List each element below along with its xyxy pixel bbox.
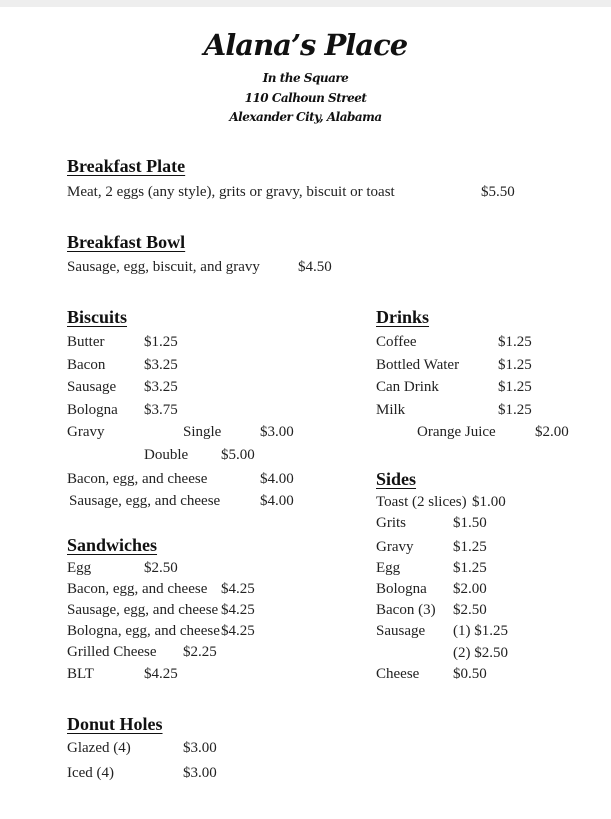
- sandwich-item-name: BLT: [67, 666, 94, 682]
- side-item-name: Bacon (3): [376, 602, 436, 618]
- donut-hole-item-price: $3.00: [183, 740, 217, 756]
- sandwich-item-name: Bacon, egg, and cheese: [67, 581, 208, 597]
- drink-item-name: Milk: [376, 402, 406, 418]
- restaurant-title: Alana’s Place: [203, 28, 408, 62]
- donut-hole-item-name: Iced (4): [67, 765, 115, 781]
- sandwich-item-name: Grilled Cheese: [67, 644, 157, 660]
- drink-orange-juice-price: $2.00: [535, 424, 569, 440]
- breakfast-plate-heading: Breakfast Plate: [67, 156, 186, 176]
- sandwich-item-price: $4.25: [221, 623, 255, 639]
- breakfast-bowl-description: Sausage, egg, biscuit, and gravy: [67, 259, 260, 275]
- breakfast-bowl-heading: Breakfast Bowl: [67, 232, 186, 252]
- side-toast-price: $1.00: [472, 494, 506, 510]
- biscuit-combo-name: Sausage, egg, and cheese: [69, 493, 221, 509]
- breakfast-plate-description: Meat, 2 eggs (any style), grits or gravy, biscuit or toast: [67, 184, 395, 200]
- biscuit-combo-name: Bacon, egg, and cheese: [67, 471, 208, 487]
- drink-item-price: $1.25: [498, 334, 532, 350]
- sandwich-item-price: $4.25: [221, 602, 255, 618]
- biscuit-item-price: $1.25: [144, 334, 178, 350]
- sandwich-item-name: Sausage, egg, and cheese: [67, 602, 219, 618]
- biscuit-combo-price: $4.00: [260, 471, 294, 487]
- sandwiches-heading: Sandwiches: [67, 535, 158, 555]
- drink-item-name: Coffee: [376, 334, 417, 350]
- sandwich-item-price: $4.25: [221, 581, 255, 597]
- page-top-bar: [0, 0, 611, 7]
- side-item-name: Egg: [376, 560, 401, 576]
- drink-item-name: Can Drink: [376, 379, 439, 395]
- biscuit-gravy-double-label: Double: [144, 447, 189, 463]
- biscuit-gravy-single-price: $3.00: [260, 424, 294, 440]
- address-line-1: In the Square: [262, 71, 349, 85]
- drink-item-price: $1.25: [498, 402, 532, 418]
- drink-item-name: Bottled Water: [376, 357, 460, 373]
- breakfast-bowl-price: $4.50: [298, 259, 332, 275]
- side-item-price: $1.25: [453, 560, 487, 576]
- sandwich-item-price: $2.50: [144, 560, 178, 576]
- side-item-price: $1.25: [453, 539, 487, 555]
- donut-hole-item-price: $3.00: [183, 765, 217, 781]
- side-item-price: $2.50: [453, 602, 487, 618]
- biscuit-item-price: $3.25: [144, 379, 178, 395]
- sandwich-item-name: Bologna, egg, and cheese: [67, 623, 220, 639]
- drink-orange-juice-name: Orange Juice: [417, 424, 496, 440]
- side-cheese-name: Cheese: [376, 666, 420, 682]
- sandwich-item-price: $4.25: [144, 666, 178, 682]
- sides-heading: Sides: [376, 469, 417, 489]
- biscuit-item-name: Butter: [67, 334, 105, 350]
- drinks-heading: Drinks: [376, 307, 430, 327]
- biscuit-gravy-double-price: $5.00: [221, 447, 255, 463]
- biscuit-item-name: Sausage: [67, 379, 117, 395]
- sandwich-item-price: $2.25: [183, 644, 217, 660]
- biscuit-item-name: Bologna: [67, 402, 118, 418]
- side-sausage-name: Sausage: [376, 623, 426, 639]
- drink-item-price: $1.25: [498, 357, 532, 373]
- biscuit-gravy-single-label: Single: [183, 424, 222, 440]
- address-line-2: 110 Calhoun Street: [244, 91, 367, 105]
- biscuit-item-price: $3.25: [144, 357, 178, 373]
- biscuit-gravy-name: Gravy: [67, 424, 105, 440]
- drink-item-price: $1.25: [498, 379, 532, 395]
- side-sausage-price-2: (2) $2.50: [453, 645, 508, 661]
- side-sausage-price-1: (1) $1.25: [453, 623, 508, 639]
- donut-holes-heading: Donut Holes: [67, 714, 163, 734]
- side-cheese-price: $0.50: [453, 666, 487, 682]
- side-item-name: Bologna: [376, 581, 427, 597]
- biscuit-item-name: Bacon: [67, 357, 106, 373]
- address-line-3: Alexander City, Alabama: [229, 110, 382, 124]
- side-item-name: Grits: [376, 515, 406, 531]
- breakfast-plate-price: $5.50: [481, 184, 515, 200]
- side-item-price: $2.00: [453, 581, 487, 597]
- side-item-name: Gravy: [376, 539, 414, 555]
- side-toast-name: Toast (2 slices): [376, 494, 467, 510]
- biscuit-item-price: $3.75: [144, 402, 178, 418]
- biscuits-heading: Biscuits: [67, 307, 128, 327]
- biscuit-combo-price: $4.00: [260, 493, 294, 509]
- sandwich-item-name: Egg: [67, 560, 92, 576]
- donut-hole-item-name: Glazed (4): [67, 740, 131, 756]
- side-item-price: $1.50: [453, 515, 487, 531]
